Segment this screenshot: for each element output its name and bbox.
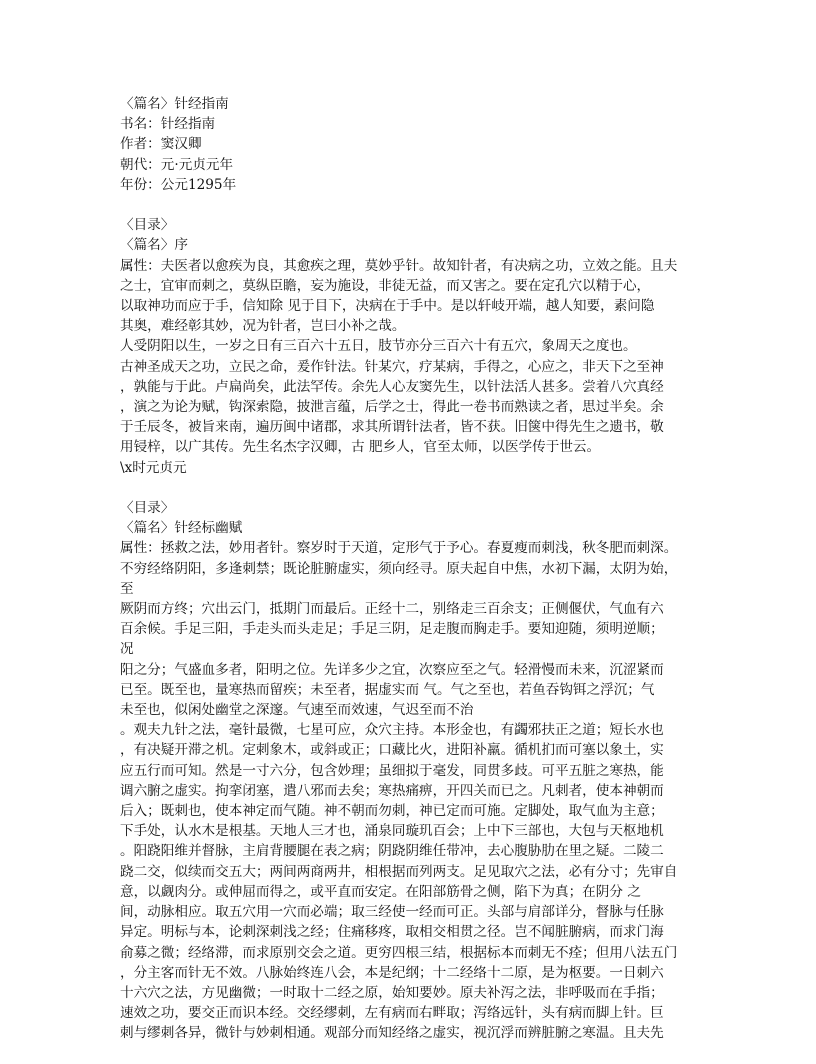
document-page xyxy=(120,94,695,1064)
book-name-line: 书名：针经指南 xyxy=(120,116,216,133)
body-line: 阳之分；气盛血多者，阳明之位。先详多少之宜，次察应至之气。轻滑慢而未来，沉涩紧而 xyxy=(120,661,664,678)
body-line: 以取神功而应于手，信知除 见于目下，决病在于手中。是以轩岐开端，越人知要，素问隐 xyxy=(120,298,655,315)
body-line: ，分主客而针无不效。八脉始终连八会，本是纪纲；十二经络十二原，是为枢要。一日刺六 xyxy=(120,964,664,981)
body-line: 古神圣成天之功，立民之命，爰作针法。针某穴，疗某病，手得之，心应之，非天下之至神 xyxy=(120,358,664,375)
body-line: 未至也，似闲处幽堂之深邃。气速至而效速，气迟至而不治 xyxy=(120,702,474,719)
body-line: 应五行而可知。然是一寸六分，包含妙理；虽细拟于毫发，同贯多歧。可平五脏之寒热，能 xyxy=(120,762,664,779)
body-line: 跷二交，似续而交五大；两间两商两井，相根据而列两支。足见取穴之法，必有分寸；先审自 xyxy=(120,863,678,880)
preface-section xyxy=(120,215,695,478)
header-block xyxy=(120,94,695,195)
body-line: 俞募之微；经络滞，而求原别交会之道。更穷四根三结，根据标本而刺无不痊；但用八法五门 xyxy=(120,944,678,961)
spacer xyxy=(120,195,695,215)
title-line: 〈篇名〉针经指南 xyxy=(120,96,229,112)
body-line: 属性：夫医者以愈疾为良，其愈疾之理，莫妙乎针。故知针者，有决病之功，立效之能。且夫 xyxy=(120,257,678,274)
body-line: 用锓梓，以广其传。先生名杰字汉卿，古 肥乡人，官至太师，以医学传于世云。 xyxy=(120,439,601,456)
spacer xyxy=(120,478,695,498)
body-line: 。阳跷阳维并督脉，主肩背腰腿在表之病；阴跷阴维任带冲，去心腹胁肋在里之疑。二陵二 xyxy=(120,843,664,860)
body-line: 百余候。手足三阳，手走头而头走足；手足三阴，足走腹而胸走手。要知迎随，须明逆顺； xyxy=(120,621,664,638)
body-line: 速效之功，要交正而识本经。交经缪刺，左有病而右畔取；泻络远针，头有病而脚上针。巨 xyxy=(120,1005,664,1022)
body-line: 意，以觑肉分。或伸屈而得之，或平直而安定。在阳部筋骨之侧，陷下为真；在阴分 之 xyxy=(120,883,641,900)
biaoyou-section xyxy=(120,498,695,1064)
author-line: 作者：窦汉卿 xyxy=(120,136,202,153)
body-line: 厥阴而方终；穴出云门，抵期门而最后。正经十二，别络走三百余支；正侧偃伏，气血有六 xyxy=(120,601,664,618)
body-line: ，孰能与于此。卢扁尚矣，此法罕传。余先人心友窦先生，以针法活人甚多。尝着八穴真经 xyxy=(120,378,664,395)
year-line: 年份：公元1295年 xyxy=(120,176,237,193)
body-line: 人受阴阳以生，一岁之日有三百六十五日，肢节亦分三百六十有五穴，象周天之度也。 xyxy=(120,338,637,355)
body-line: 属性：拯救之法，妙用者针。察岁时于天道，定形气于予心。春夏瘦而刺浅，秋冬肥而刺深。 xyxy=(120,540,678,557)
body-line: 间，动脉相应。取五穴用一穴而必端；取三经使一经而可正。头部与肩部详分，督脉与任脉 xyxy=(120,904,664,921)
body-line: 之士，宜审而刺之，莫纵臣瞻，妄为施设，非徒无益，而又害之。要在定孔穴以精于心， xyxy=(120,277,651,294)
body-line: 况 xyxy=(120,641,134,658)
section-title: 〈篇名〉序 xyxy=(120,237,188,254)
body-line: 于壬辰冬，被旨来南，遍历闽中诸郡，求其所谓针法者，皆不获。旧箧中得先生之遗书，敬 xyxy=(120,419,664,436)
body-line: 十六穴之法，方见幽微；一时取十二经之原，始知要妙。原夫补泻之法，非呼吸而在手指； xyxy=(120,984,664,1001)
body-line: 调六腑之虚实。拘挛闭塞，遣八邪而去矣；寒热痛痹，开四关而已之。凡刺者，使本神朝而 xyxy=(120,782,664,799)
toc-marker: 〈目录〉 xyxy=(120,500,175,517)
body-line: 至 xyxy=(120,580,134,597)
body-line xyxy=(120,1044,695,1064)
body-line: ，有决疑开滞之机。定刺象木，或斜或正；口藏比火，进阳补羸。循机扪而可塞以象土，实 xyxy=(120,742,664,759)
body-line: 后入；既刺也，使本神定而气随。神不朝而勿刺，神已定而可施。定脚处，取气血为主意； xyxy=(120,803,664,820)
body-line: ，演之为论为赋，钩深索隐，披泄言蕴，后学之士，得此一卷书而熟读之者，思过半矣。余 xyxy=(120,399,664,416)
body-line: 不穷经络阴阳，多逢刺禁；既论脏腑虚实，须向经寻。原夫起自中焦，水初下漏，太阴为始， xyxy=(120,560,678,577)
body-line: 异定。明标与本，论刺深刺浅之经；住痛移疼，取相交相贯之径。岂不闻脏腑病，而求门海 xyxy=(120,924,664,941)
body-line: 下手处，认水木是根基。天地人三才也，涌泉同璇玑百会；上中下三部也，大包与天枢地机 xyxy=(120,823,664,840)
body-line: 已至。既至也，量寒热而留疾；未至者，据虚实而 气。气之至也，若鱼吞钩铒之浮沉；气 xyxy=(120,681,655,698)
body-line: \x时元贞元 xyxy=(120,459,187,476)
body-line: 其奥，难经彰其妙，况为针者，岂曰小补之哉。 xyxy=(120,318,406,335)
toc-marker: 〈目录〉 xyxy=(120,217,175,234)
body-line: 。观夫九针之法，毫针最微，七星可应，众穴主持。本形金也，有蠲邪扶正之道；短长水也 xyxy=(120,722,664,739)
body-line: 刺与缪刺各异，微针与妙刺相通。观部分而知经络之虚实，视沉浮而辨脏腑之寒温。且夫先 xyxy=(120,1025,664,1042)
section-title: 〈篇名〉针经标幽赋 xyxy=(120,520,243,537)
dynasty-line: 朝代：元·元贞元年 xyxy=(120,156,234,173)
